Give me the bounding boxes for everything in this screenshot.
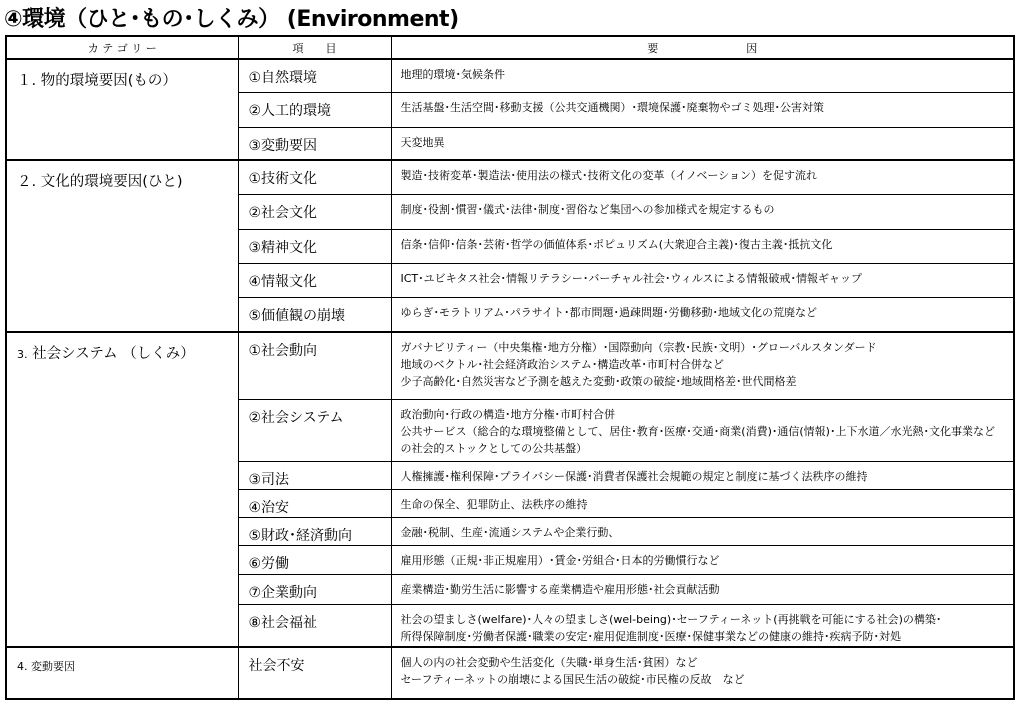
item-cell: ②社会文化 [238, 195, 391, 229]
item-cell: ①技術文化 [238, 160, 391, 195]
factor-cell: 生命の保全、犯罪防止、法秩序の維持 [391, 490, 1014, 518]
item-cell: ①自然環境 [238, 59, 391, 92]
item-cell: ④情報文化 [238, 263, 391, 297]
category-cell: 4. 変動要因 [6, 647, 238, 699]
item-cell: ②社会システム [238, 399, 391, 461]
factor-cell: ICT･ユビキタス社会･情報リテラシー･バーチャル社会･ウィルスによる情報破戒･情報ギャップ [391, 263, 1014, 297]
factor-cell: 雇用形態（正規･非正規雇用）･賃金･労組合･日本的労働慣行など [391, 546, 1014, 574]
factor-cell: 信条･信仰･信条･芸術･哲学の価値体系･ポピュリズム(大衆迎合主義)･復古主義･抵抗文化 [391, 229, 1014, 263]
item-cell: ⑦企業動向 [238, 574, 391, 604]
item-cell: ⑥労働 [238, 546, 391, 574]
header-factor: 要 因 [391, 36, 1014, 59]
factor-cell: 政治動向･行政の構造･地方分権･市町村合併 公共サービス（総合的な環境整備として、居住･教育･医療･交通･商業(消費)･通信(情報)･上下水道／水光熱･文化事業など の社会的ストックとしての公共基盤） [391, 399, 1014, 461]
table-row [6, 59, 1014, 92]
factor-cell: 産業構造･勤労生活に影響する産業構造や雇用形態･社会貢献活動 [391, 574, 1014, 604]
page-title: ④環境（ひと･もの･しくみ） (Environment) [4, 7, 459, 32]
factor-cell: 制度･役割･慣習･儀式･法律･制度･習俗など集団への参加様式を規定するもの [391, 195, 1014, 229]
item-cell: 社会不安 [238, 647, 391, 699]
category-cell [6, 332, 238, 647]
item-cell: ③精神文化 [238, 229, 391, 263]
header-item: 項 目 [238, 36, 391, 59]
item-cell: ⑤財政･経済動向 [238, 518, 391, 546]
factor-cell: 天変地異 [391, 127, 1014, 159]
factor-cell: ゆらぎ･モラトリアム･パラサイト･都市問題･過疎問題･労働移動･地域文化の荒廃など [391, 297, 1014, 331]
category-label: 社会システム （しくみ） [32, 345, 195, 362]
table-row [6, 332, 1014, 399]
environment-table [5, 35, 1015, 700]
category-number: 3. [17, 347, 28, 361]
factor-cell: 社会の望ましさ(welfare)･人々の望ましさ(wel-being)･セーフティーネット(再挑戦を可能にする社会)の構築･ 所得保障制度･労働者保護･職業の安定･雇用促進制度･医療･保健事業などの健康の維持･疾病予防･対処 [391, 604, 1014, 646]
item-cell: ③司法 [238, 461, 391, 489]
category-cell: ２. 文化的環境要因(ひと) [6, 160, 238, 332]
factor-cell: ガバナビリティー（中央集権･地方分権）･国際動向（宗教･民族･文明）･グローバルスタンダード 地域のベクトル･社会経済政治システム･構造改革･市町村合併など 少子高齢化･自然災害など予測を越えた変動･政策の破綻･地域間格差･世代間格差 [391, 332, 1014, 399]
item-cell: ③変動要因 [238, 127, 391, 159]
category-cell: １. 物的環境要因(もの） [6, 59, 238, 160]
table-row [6, 160, 1014, 195]
factor-cell: 生活基盤･生活空間･移動支援（公共交通機関）･環境保護･廃棄物やゴミ処理･公害対策 [391, 92, 1014, 127]
item-cell: ①社会動向 [238, 332, 391, 399]
item-cell: ⑤価値観の崩壊 [238, 297, 391, 331]
factor-cell: 金融･税制、生産･流通システムや企業行動、 [391, 518, 1014, 546]
item-cell: ⑧社会福祉 [238, 604, 391, 646]
factor-cell: 製造･技術変革･製造法･使用法の様式･技術文化の変革（イノベーション）を促す流れ [391, 160, 1014, 195]
factor-cell: 個人の内の社会変動や生活変化（失職･単身生活･貧困）など セーフティーネットの崩壊による国民生活の破綻･市民権の反故 など [391, 647, 1014, 699]
factor-cell: 地理的環境･気候条件 [391, 59, 1014, 92]
table-row [6, 647, 1014, 699]
header-category: カ テ ゴ リ ー [6, 36, 238, 59]
item-cell: ②人工的環境 [238, 92, 391, 127]
header-row [6, 36, 1014, 59]
factor-cell: 人権擁護･権利保障･プライバシー保護･消費者保護社会規範の規定と制度に基づく法秩序の維持 [391, 461, 1014, 489]
item-cell: ④治安 [238, 490, 391, 518]
